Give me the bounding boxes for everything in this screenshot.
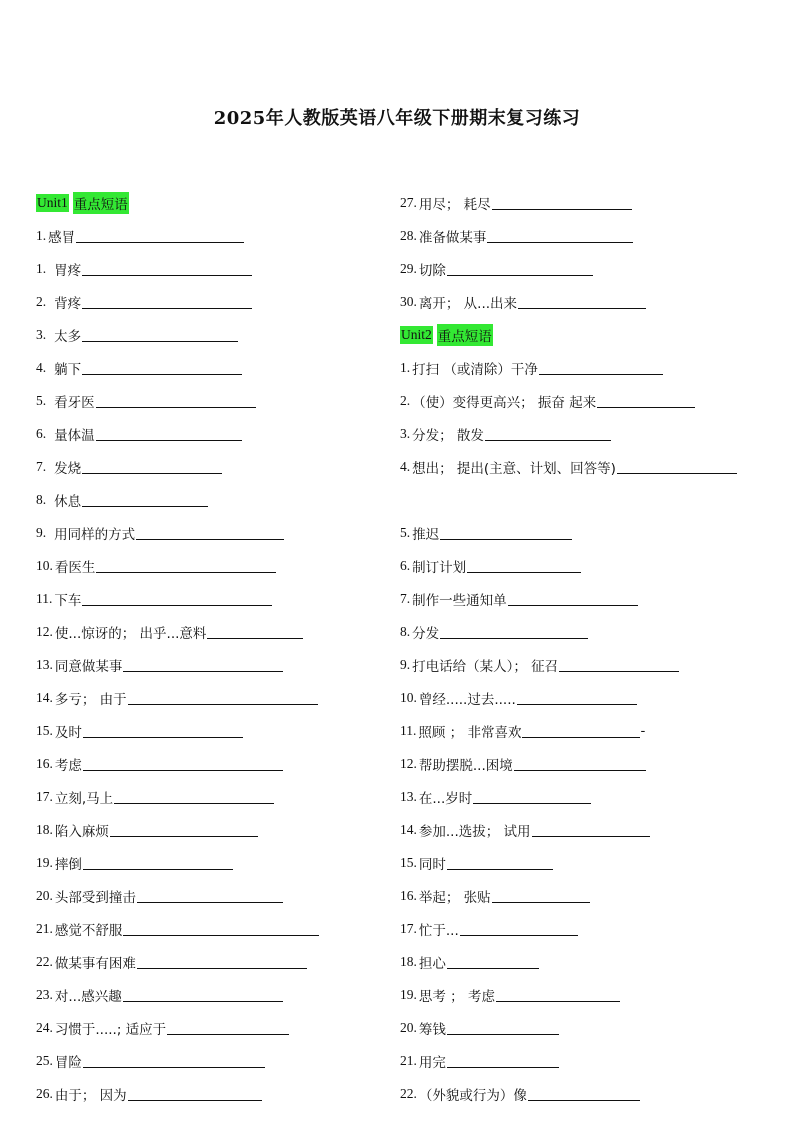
unit1-phrase-item: [36, 813, 406, 846]
item-number: 10.: [400, 689, 417, 705]
answer-blank[interactable]: [492, 195, 632, 210]
answer-blank[interactable]: [83, 756, 283, 771]
item-number: 6.: [400, 557, 411, 573]
document-title: 2025年人教版英语八年级下册期末复习练习: [213, 108, 581, 129]
unit2-phrase-item: [400, 780, 770, 813]
item-text: 对...感兴趣: [54, 988, 122, 1005]
unit1-phrase-item: [36, 978, 406, 1011]
unit1-phrase-list-continued: [400, 186, 770, 318]
item-text: 背疼: [54, 295, 82, 312]
unit2-heading-text: 重点短语: [437, 324, 493, 346]
item-number: 30.: [400, 293, 417, 309]
item-number: 18.: [36, 821, 53, 837]
unit1-phrase-item: [36, 483, 406, 516]
unit2-phrase-item: [400, 945, 770, 978]
item-text: 思考 ； 考虑: [418, 988, 495, 1005]
answer-blank[interactable]: [522, 723, 640, 738]
answer-blank[interactable]: [96, 393, 256, 408]
item-text: 胃疼: [54, 262, 82, 279]
answer-blank[interactable]: [518, 294, 646, 309]
answer-blank[interactable]: [447, 261, 593, 276]
unit1-heading: [36, 186, 406, 219]
answer-blank[interactable]: [467, 558, 581, 573]
item-text: 打扫 （或清除）干净: [412, 361, 538, 378]
item-text: 担心: [418, 955, 446, 972]
answer-blank[interactable]: [96, 558, 276, 573]
unit1-phrase-item: [400, 252, 770, 285]
item-text: 帮助摆脱...困境: [418, 757, 513, 774]
item-number: 15.: [36, 722, 53, 738]
item-text: 发烧: [54, 460, 82, 477]
item-number: 10.: [36, 557, 53, 573]
item-text: 曾经.....过去.....: [418, 691, 516, 708]
item-number: 14.: [400, 821, 417, 837]
item-text: 冒险: [54, 1054, 82, 1071]
answer-blank[interactable]: [460, 921, 578, 936]
answer-blank[interactable]: [82, 294, 252, 309]
item-text: 准备做某事: [418, 229, 487, 246]
answer-blank[interactable]: [128, 1086, 262, 1101]
item-text: （外貌或行为）像: [418, 1087, 527, 1104]
unit1-phrase-item: [36, 714, 406, 747]
unit1-phrase-item: [36, 615, 406, 648]
item-number: 28.: [400, 227, 417, 243]
item-number: 29.: [400, 260, 417, 276]
item-text: 做某事有困难: [54, 955, 136, 972]
unit1-phrase-item: [36, 450, 406, 483]
item-number: 19.: [400, 986, 417, 1002]
unit2-phrase-item: [400, 1077, 770, 1110]
item-number: 1.: [36, 260, 47, 276]
item-text: 用尽； 耗尽: [418, 196, 491, 213]
item-text: 打电话给（某人）； 征召: [412, 658, 559, 675]
unit1-phrase-item: [36, 648, 406, 681]
answer-blank[interactable]: [136, 525, 284, 540]
item-text: 感冒: [48, 229, 76, 246]
answer-blank[interactable]: [83, 855, 233, 870]
unit2-phrase-item: [400, 1011, 770, 1044]
right-column: [400, 186, 770, 1110]
answer-blank[interactable]: [617, 459, 737, 474]
item-number: 11.: [400, 722, 417, 738]
item-number: 20.: [400, 1019, 417, 1035]
item-number: 21.: [36, 920, 53, 936]
item-number: 9.: [400, 656, 411, 672]
item-number: 14.: [36, 689, 53, 705]
item-text: 头部受到撞击: [54, 889, 136, 906]
answer-blank[interactable]: [128, 690, 318, 705]
item-text: 切除: [418, 262, 446, 279]
item-text: 同意做某事: [54, 658, 123, 675]
unit2-phrase-item: [400, 549, 770, 582]
item-text: 想出； 提出(主意、计划、回答等): [412, 460, 616, 477]
unit2-phrase-item: [400, 450, 770, 483]
item-text: 看牙医: [54, 394, 95, 411]
item-number: 1.: [400, 359, 411, 375]
unit2-phrase-list: [400, 351, 770, 1110]
item-number: 24.: [36, 1019, 53, 1035]
item-text: 用同样的方式: [54, 526, 136, 543]
item-text: 在...岁时: [418, 790, 473, 807]
item-number: 27.: [400, 194, 417, 210]
item-number: 3.: [400, 425, 411, 441]
answer-blank[interactable]: [508, 591, 638, 606]
unit1-phrase-item: [36, 318, 406, 351]
unit2-phrase-item: [400, 747, 770, 780]
answer-blank[interactable]: [83, 1053, 265, 1068]
item-number: 20.: [36, 887, 53, 903]
item-number: 8.: [400, 623, 411, 639]
answer-blank[interactable]: [487, 228, 633, 243]
answer-blank[interactable]: [82, 591, 272, 606]
unit1-phrase-item: [400, 285, 770, 318]
item-number: 16.: [36, 755, 53, 771]
unit1-phrase-item: [36, 681, 406, 714]
answer-blank[interactable]: [447, 954, 539, 969]
item-number: 17.: [36, 788, 53, 804]
answer-blank[interactable]: [83, 723, 243, 738]
item-number: 26.: [36, 1085, 53, 1101]
item-text: 参加...选拔； 试用: [418, 823, 531, 840]
answer-blank[interactable]: [559, 657, 679, 672]
answer-blank[interactable]: [207, 624, 303, 639]
unit1-phrase-item: [36, 945, 406, 978]
item-number: 23.: [36, 986, 53, 1002]
item-text: 离开； 从...出来: [418, 295, 518, 312]
unit2-phrase-item: [400, 1044, 770, 1077]
unit1-phrase-item: [36, 846, 406, 879]
answer-blank[interactable]: [82, 360, 242, 375]
item-text: 看医生: [54, 559, 96, 576]
answer-blank[interactable]: [110, 822, 258, 837]
item-text: 陷入麻烦: [54, 823, 109, 840]
item-text: 同时: [418, 856, 446, 873]
item-text: 立刻,马上: [54, 790, 114, 807]
item-text: 由于； 因为: [54, 1087, 127, 1104]
item-number: 4.: [400, 458, 411, 474]
answer-blank[interactable]: [82, 459, 222, 474]
item-number: 7.: [36, 458, 47, 474]
item-text: 躺下: [54, 361, 82, 378]
item-text: 使...惊讶的； 出乎...意料: [54, 625, 207, 642]
item-text: 分发: [412, 625, 440, 642]
answer-blank[interactable]: [539, 360, 663, 375]
answer-blank[interactable]: [532, 822, 650, 837]
item-number: 4.: [36, 359, 47, 375]
unit2-phrase-item: [400, 351, 770, 384]
item-number: 5.: [36, 392, 47, 408]
item-number: 13.: [400, 788, 417, 804]
item-text: 用完: [418, 1054, 446, 1071]
answer-blank[interactable]: [528, 1086, 640, 1101]
unit2-phrase-item: [400, 384, 770, 417]
item-number: 9.: [36, 524, 47, 540]
unit1-phrase-item: [36, 351, 406, 384]
unit1-label: Unit1: [37, 194, 68, 210]
unit2-label: Unit2: [401, 326, 432, 342]
unit1-phrase-item: [400, 219, 770, 252]
item-number: 8.: [36, 491, 47, 507]
unit1-phrase-item: [36, 1011, 406, 1044]
unit1-phrase-item: [36, 417, 406, 450]
spacer: [400, 483, 770, 516]
answer-blank[interactable]: [76, 228, 244, 243]
unit1-phrase-item: [36, 747, 406, 780]
answer-blank[interactable]: [137, 888, 283, 903]
answer-blank[interactable]: [514, 756, 646, 771]
item-number: 2.: [400, 392, 411, 408]
unit1-phrase-item: [36, 879, 406, 912]
answer-blank[interactable]: [473, 789, 591, 804]
answer-blank[interactable]: [123, 657, 283, 672]
item-number: 22.: [36, 953, 53, 969]
item-text: 量体温: [54, 427, 95, 444]
unit2-heading: [400, 318, 770, 351]
item-number: 12.: [36, 623, 53, 639]
item-number: 25.: [36, 1052, 53, 1068]
unit1-phrase-item: [36, 252, 406, 285]
unit2-phrase-item: [400, 582, 770, 615]
item-number: 21.: [400, 1052, 417, 1068]
item-text: 制订计划: [412, 559, 467, 576]
item-text: 推迟: [412, 526, 440, 543]
item-text: 多亏； 由于: [54, 691, 127, 708]
item-number: 2.: [36, 293, 47, 309]
item-number: 17.: [400, 920, 417, 936]
item-text: 忙于...: [418, 922, 459, 939]
unit2-phrase-item: [400, 978, 770, 1011]
item-text: 习惯于.....; 适应于: [54, 1021, 167, 1038]
unit2-phrase-item: [400, 681, 770, 714]
unit1-phrase-item: [36, 384, 406, 417]
answer-blank[interactable]: [137, 954, 307, 969]
unit1-phrase-item: [36, 780, 406, 813]
answer-blank[interactable]: [96, 426, 242, 441]
unit2-phrase-item: [400, 912, 770, 945]
unit2-phrase-item: [400, 417, 770, 450]
unit1-phrase-item: [36, 582, 406, 615]
item-number: 15.: [400, 854, 417, 870]
unit1-phrase-list: [36, 219, 406, 1110]
answer-blank[interactable]: [447, 855, 553, 870]
item-number: 7.: [400, 590, 411, 606]
item-number: 22.: [400, 1085, 417, 1101]
unit1-heading-text: 重点短语: [73, 192, 129, 214]
item-text: 感觉不舒服: [54, 922, 123, 939]
unit2-phrase-item: [400, 648, 770, 681]
answer-blank[interactable]: [440, 624, 588, 639]
answer-blank[interactable]: [492, 888, 590, 903]
answer-blank[interactable]: [123, 987, 283, 1002]
item-text: 下车: [54, 592, 82, 609]
answer-blank[interactable]: [447, 1053, 559, 1068]
unit1-phrase-item: [400, 186, 770, 219]
unit1-phrase-item: [36, 549, 406, 582]
item-text: 休息: [54, 493, 82, 510]
item-text: 制作一些通知单: [412, 592, 507, 609]
item-text: 照顾 ； 非常喜欢: [418, 724, 522, 741]
unit2-phrase-item: [400, 846, 770, 879]
item-text: 摔倒: [54, 856, 82, 873]
item-number: 16.: [400, 887, 417, 903]
item-number: 13.: [36, 656, 53, 672]
left-column: [36, 186, 406, 1110]
item-text: 筹钱: [418, 1021, 446, 1038]
unit1-phrase-item: [36, 1044, 406, 1077]
item-text: 及时: [54, 724, 82, 741]
unit2-phrase-item: [400, 714, 770, 747]
item-number: 1.: [36, 227, 47, 243]
item-number: 12.: [400, 755, 417, 771]
unit2-phrase-item: [400, 813, 770, 846]
answer-blank[interactable]: [447, 1020, 559, 1035]
unit1-phrase-item: [36, 219, 406, 252]
answer-blank[interactable]: [167, 1020, 289, 1035]
answer-blank[interactable]: [82, 492, 208, 507]
unit1-phrase-item: [36, 516, 406, 549]
item-text: 太多: [54, 328, 82, 345]
item-text: （使）变得更高兴； 振奋 起来: [412, 394, 597, 411]
item-text: 举起； 张贴: [418, 889, 491, 906]
answer-blank[interactable]: [597, 393, 695, 408]
item-number: 3.: [36, 326, 47, 342]
unit2-phrase-item: [400, 516, 770, 549]
answer-blank[interactable]: [82, 327, 238, 342]
trailing-mark: -: [640, 722, 646, 739]
unit2-phrase-item: [400, 615, 770, 648]
unit1-phrase-item: [36, 1077, 406, 1110]
answer-blank[interactable]: [123, 921, 319, 936]
answer-blank[interactable]: [517, 690, 637, 705]
unit2-phrase-item: [400, 879, 770, 912]
item-text: 考虑: [54, 757, 82, 774]
answer-blank[interactable]: [440, 525, 572, 540]
item-number: 19.: [36, 854, 53, 870]
item-number: 6.: [36, 425, 47, 441]
answer-blank[interactable]: [496, 987, 620, 1002]
item-text: 分发； 散发: [412, 427, 484, 444]
answer-blank[interactable]: [485, 426, 611, 441]
answer-blank[interactable]: [82, 261, 252, 276]
unit1-phrase-item: [36, 912, 406, 945]
unit1-phrase-item: [36, 285, 406, 318]
item-number: 5.: [400, 524, 411, 540]
item-number: 18.: [400, 953, 417, 969]
item-number: 11.: [36, 590, 53, 606]
answer-blank[interactable]: [114, 789, 274, 804]
